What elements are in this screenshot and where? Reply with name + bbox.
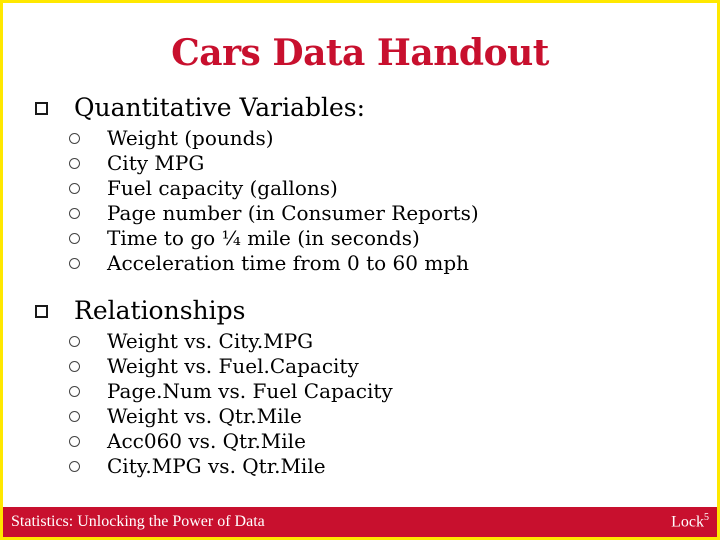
list-item xyxy=(69,354,695,379)
circle-bullet-icon xyxy=(69,336,80,347)
section-quantitative-variables xyxy=(35,92,695,276)
list-item-label: Weight (pounds) xyxy=(107,126,274,150)
list-item xyxy=(69,329,695,354)
list-item-label: Weight vs. Fuel.Capacity xyxy=(107,354,359,378)
list-item xyxy=(69,176,695,201)
circle-bullet-icon xyxy=(69,258,80,269)
circle-bullet-icon xyxy=(69,233,80,244)
list-item xyxy=(69,379,695,404)
list-item-label: City.MPG vs. Qtr.Mile xyxy=(107,454,326,478)
list-item xyxy=(69,404,695,429)
list-item-label: Page number (in Consumer Reports) xyxy=(107,201,479,225)
list-item xyxy=(69,126,695,151)
list-item-label: Acc060 vs. Qtr.Mile xyxy=(107,429,306,453)
bullet-list xyxy=(35,126,695,276)
list-item-label: Page.Num vs. Fuel Capacity xyxy=(107,379,393,403)
circle-bullet-icon xyxy=(69,436,80,447)
footer-author-superscript: 5 xyxy=(704,512,709,524)
list-item xyxy=(69,251,695,276)
list-item-label: City MPG xyxy=(107,151,205,175)
footer-author xyxy=(671,512,709,531)
slide-title: Cars Data Handout xyxy=(171,32,549,74)
list-item-label: Fuel capacity (gallons) xyxy=(107,176,338,200)
section-heading: Quantitative Variables: xyxy=(74,93,366,122)
section-heading-row xyxy=(35,92,695,124)
circle-bullet-icon xyxy=(69,361,80,372)
section-heading: Relationships xyxy=(74,296,246,325)
list-item-label: Weight vs. Qtr.Mile xyxy=(107,404,302,428)
circle-bullet-icon xyxy=(69,461,80,472)
list-item xyxy=(69,151,695,176)
list-item-label: Weight vs. City.MPG xyxy=(107,329,314,353)
square-bullet-icon xyxy=(35,102,48,115)
list-item xyxy=(69,429,695,454)
circle-bullet-icon xyxy=(69,386,80,397)
footer-author-name: Lock xyxy=(671,513,704,531)
section-heading-row xyxy=(35,295,695,327)
square-bullet-icon xyxy=(35,305,48,318)
list-item xyxy=(69,454,695,479)
list-item-label: Time to go ¼ mile (in seconds) xyxy=(107,226,420,250)
section-relationships xyxy=(35,295,695,479)
list-item xyxy=(69,226,695,251)
circle-bullet-icon xyxy=(69,183,80,194)
list-item-label: Acceleration time from 0 to 60 mph xyxy=(107,251,470,275)
bullet-list xyxy=(35,329,695,479)
circle-bullet-icon xyxy=(69,411,80,422)
footer-bar xyxy=(3,505,717,537)
circle-bullet-icon xyxy=(69,208,80,219)
circle-bullet-icon xyxy=(69,133,80,144)
circle-bullet-icon xyxy=(69,158,80,169)
list-item xyxy=(69,201,695,226)
footer-book-title: Statistics: Unlocking the Power of Data xyxy=(11,513,265,530)
